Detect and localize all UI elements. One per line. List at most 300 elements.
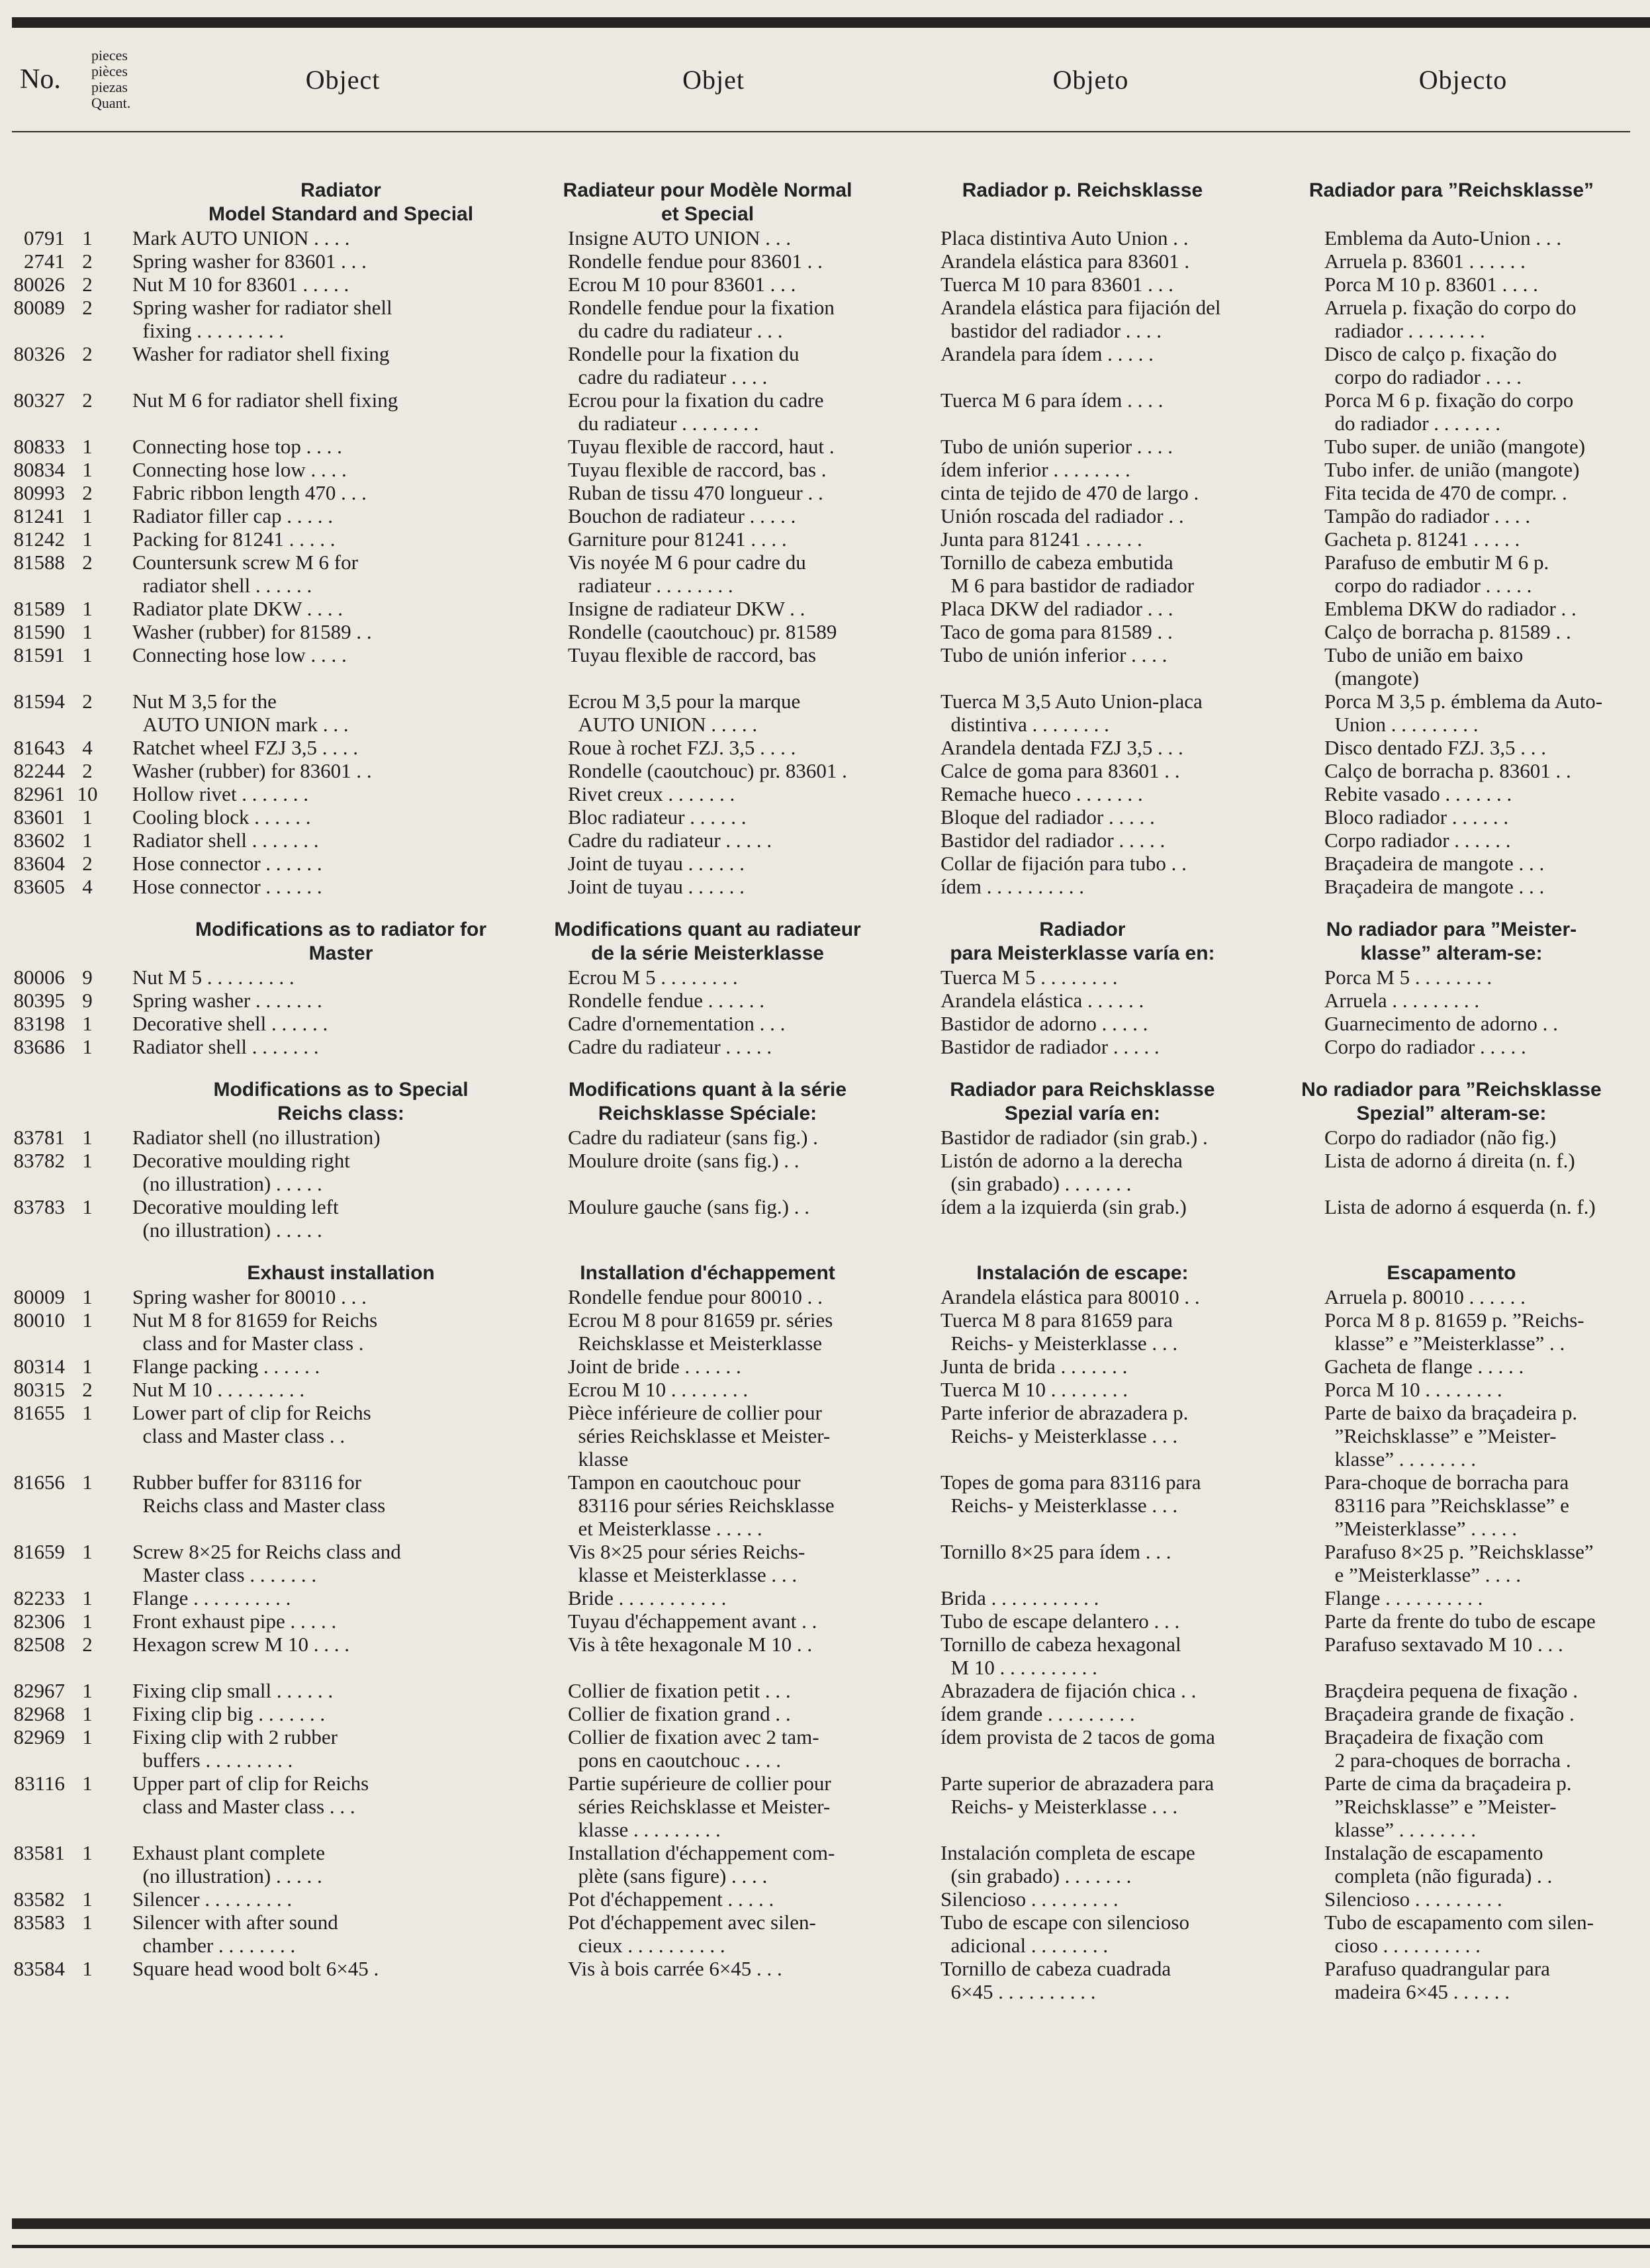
quantity: 2 (82, 1378, 93, 1401)
english-description: Hollow rivet . . . . . . . (132, 782, 309, 805)
portuguese-description: Calço de borracha p. 83601 . . (1324, 759, 1571, 782)
portuguese-description: Gacheta de flange . . . . . (1324, 1355, 1524, 1378)
portuguese-description: Lista de adorno á direita (n. f.) (1324, 1149, 1575, 1172)
spanish-description: Tuerca M 10 para 83601 . . . (940, 273, 1173, 296)
portuguese-description: Porca M 10 p. 83601 . . . . (1324, 273, 1538, 296)
quantity: 4 (82, 736, 93, 759)
portuguese-description: Parte da frente do tubo de escape (1324, 1610, 1596, 1633)
table-row (12, 1308, 1630, 1355)
spanish-description: Tuerca M 10 . . . . . . . . (940, 1378, 1128, 1401)
english-description: Radiator shell (no illustration) (132, 1126, 381, 1149)
spanish-description: Tuerca M 6 para ídem . . . . (940, 388, 1164, 412)
part-number: 80314 (13, 1355, 65, 1378)
portuguese-description: Flange . . . . . . . . . . (1324, 1586, 1483, 1610)
table-row (12, 1679, 1630, 1702)
french-description: Moulure gauche (sans fig.) . . (568, 1195, 810, 1218)
parts-section (12, 1078, 1630, 1242)
french-description: Collier de fixation petit . . . (568, 1679, 791, 1702)
quantity: 2 (82, 759, 93, 782)
quantity: 1 (82, 620, 93, 643)
french-description: Collier de fixation avec 2 tam- pons en caoutchouc . . . . (568, 1725, 819, 1772)
table-row (12, 1012, 1630, 1035)
table-row (12, 875, 1630, 898)
quantity: 1 (82, 1355, 93, 1378)
spanish-description: Tubo de escape con silencioso adicional . . . . . . . . (940, 1911, 1189, 1957)
spanish-description: ídem . . . . . . . . . . (940, 875, 1084, 898)
section-heading-spacer (12, 918, 159, 966)
portuguese-description: Disco dentado FZJ. 3,5 . . . (1324, 736, 1546, 759)
spanish-description: Bastidor del radiador . . . . . (940, 829, 1166, 852)
table-row (12, 1610, 1630, 1633)
part-number: 80315 (13, 1378, 65, 1401)
part-number: 83116 (14, 1772, 65, 1795)
spanish-description: Placa distintiva Auto Union . . (940, 226, 1189, 249)
table-row (12, 1772, 1630, 1841)
spanish-description: Tubo de unión superior . . . . (940, 435, 1173, 458)
french-description: Tuyau flexible de raccord, haut . (568, 435, 835, 458)
french-description: Vis à bois carrée 6×45 . . . (568, 1957, 782, 1980)
french-description: Cadre du radiateur . . . . . (568, 1035, 772, 1058)
quantity: 2 (82, 388, 93, 412)
spanish-description: Arandela dentada FZJ 3,5 . . . (940, 736, 1183, 759)
portuguese-description: Arruela p. fixação do corpo do radiador . . . . . . . . (1324, 296, 1577, 342)
portuguese-description: Tampão do radiador . . . . (1324, 504, 1531, 527)
spanish-description: Junta de brida . . . . . . . (940, 1355, 1128, 1378)
table-row (12, 527, 1630, 551)
english-description: Silencer . . . . . . . . . (132, 1887, 293, 1911)
part-number: 0791 (24, 226, 65, 249)
english-description: Hexagon screw M 10 . . . . (132, 1633, 350, 1656)
quantity: 1 (82, 1702, 93, 1725)
quantity: 1 (82, 829, 93, 852)
english-description: Spring washer . . . . . . . (132, 989, 322, 1012)
portuguese-description: Fita tecida de 470 de compr. . (1324, 481, 1567, 504)
quantity: 2 (82, 296, 93, 319)
english-description: Exhaust plant complete (no illustration) . . . . . (132, 1841, 325, 1887)
english-description: Washer (rubber) for 81589 . . (132, 620, 372, 643)
spanish-description: ídem a la izquierda (sin grab.) (940, 1195, 1187, 1218)
part-number: 80993 (13, 481, 65, 504)
part-number: 83602 (13, 829, 65, 852)
quantity: 10 (77, 782, 98, 805)
english-description: Nut M 10 for 83601 . . . . . (132, 273, 349, 296)
quantity: 1 (82, 1471, 93, 1494)
spanish-description: Parte superior de abrazadera para Reichs- y Meisterklasse . . . (940, 1772, 1215, 1818)
portuguese-description: Porca M 10 . . . . . . . . (1324, 1378, 1502, 1401)
table-row (12, 759, 1630, 782)
parts-section (12, 1261, 1630, 2003)
english-description: Mark AUTO UNION . . . . (132, 226, 350, 249)
english-description: Nut M 6 for radiator shell fixing (132, 388, 398, 412)
spanish-description: Abrazadera de fijación chica . . (940, 1679, 1197, 1702)
quantity: 2 (82, 852, 93, 875)
table-row (12, 1957, 1630, 2003)
portuguese-description: Parafuso sextavado M 10 . . . (1324, 1633, 1563, 1656)
header-qty-line: pieces (91, 47, 128, 64)
english-description: Front exhaust pipe . . . . . (132, 1610, 337, 1633)
quantity: 1 (82, 1911, 93, 1934)
french-description: Rondelle (caoutchouc) pr. 81589 (568, 620, 837, 643)
spanish-description: Parte inferior de abrazadera p. Reichs- y Meisterklasse . . . (940, 1401, 1189, 1447)
portuguese-description: Porca M 6 p. fixação do corpo do radiador . . . . . . . (1324, 388, 1574, 435)
spanish-description: cinta de tejido de 470 de largo . (940, 481, 1199, 504)
spanish-description: Brida . . . . . . . . . . . (940, 1586, 1099, 1610)
spanish-description: Arandela elástica . . . . . . (940, 989, 1144, 1012)
section-heading-row (12, 1261, 1630, 1285)
french-description: Ecrou M 8 pour 81659 pr. séries Reichsklasse et Meisterklasse (568, 1308, 833, 1355)
quantity: 1 (82, 458, 93, 481)
spanish-description: Arandela elástica para fijación del bastidor del radiador . . . . (940, 296, 1221, 342)
part-number: 80834 (13, 458, 65, 481)
english-description: Silencer with after sound chamber . . . . . . . . (132, 1911, 338, 1957)
english-description: Nut M 10 . . . . . . . . . (132, 1378, 305, 1401)
french-description: Tuyau flexible de raccord, bas . (568, 458, 827, 481)
english-description: Cooling block . . . . . . (132, 805, 311, 829)
table-row (12, 1195, 1630, 1242)
english-description: Connecting hose low . . . . (132, 458, 347, 481)
quantity: 1 (82, 1586, 93, 1610)
quantity: 1 (82, 1725, 93, 1748)
french-description: Tuyau d'échappement avant . . (568, 1610, 817, 1633)
french-description: Ecrou M 3,5 pour la marque AUTO UNION . . . . . (568, 690, 801, 736)
part-number: 83604 (13, 852, 65, 875)
table-row (12, 782, 1630, 805)
section-title: Modifications as to Special Reichs class: (213, 1079, 469, 1124)
english-description: Fixing clip big . . . . . . . (132, 1702, 326, 1725)
quantity: 2 (82, 690, 93, 713)
spanish-description: Tuerca M 3,5 Auto Union-placa distintiva . . . . . . . . (940, 690, 1203, 736)
quantity: 1 (82, 1679, 93, 1702)
quantity: 1 (82, 504, 93, 527)
top-rule (12, 17, 1650, 28)
french-description: Rondelle fendue pour 83601 . . (568, 249, 823, 273)
part-number: 81241 (13, 504, 65, 527)
portuguese-description: Braçadeira de mangote . . . (1324, 875, 1545, 898)
portuguese-description: Para-choque de borracha para 83116 para ”Reichsklasse” e ”Meisterklasse” . . . . . (1324, 1471, 1569, 1540)
part-number: 83584 (13, 1957, 65, 1980)
english-description: Decorative moulding left (no illustration) . . . . . (132, 1195, 339, 1242)
quantity: 1 (82, 1887, 93, 1911)
table-row (12, 989, 1630, 1012)
french-description: Installation d'échappement com- plète (sans figure) . . . . (568, 1841, 835, 1887)
section-heading-row (12, 1078, 1630, 1126)
part-number: 83781 (13, 1126, 65, 1149)
section-title: Instalación de escape: (976, 1262, 1189, 1284)
english-description: Fixing clip small . . . . . . (132, 1679, 334, 1702)
part-number: 83605 (13, 875, 65, 898)
quantity: 2 (82, 551, 93, 574)
french-description: Ecrou M 10 pour 83601 . . . (568, 273, 796, 296)
table-row (12, 458, 1630, 481)
spanish-description: Bastidor de radiador (sin grab.) . (940, 1126, 1208, 1149)
english-description: Nut M 3,5 for the AUTO UNION mark . . . (132, 690, 349, 736)
spanish-description: Topes de goma para 83116 para Reichs- y Meisterklasse . . . (940, 1471, 1201, 1517)
table-row (12, 226, 1630, 249)
part-number: 83601 (13, 805, 65, 829)
quantity: 1 (82, 1195, 93, 1218)
section-heading-spacer (12, 1078, 159, 1126)
english-description: Radiator shell . . . . . . . (132, 829, 319, 852)
table-row (12, 1841, 1630, 1887)
table-row (12, 620, 1630, 643)
quantity: 1 (82, 1035, 93, 1058)
quantity: 2 (82, 1633, 93, 1656)
part-number: 83198 (13, 1012, 65, 1035)
section-heading-spacer (12, 1261, 159, 1285)
quantity: 1 (82, 1012, 93, 1035)
part-number: 82968 (13, 1702, 65, 1725)
english-description: Ratchet wheel FZJ 3,5 . . . . (132, 736, 358, 759)
section-title: No radiador para ”Meister- klasse” alteram-se: (1326, 919, 1577, 964)
spanish-description: Calce de goma para 83601 . . (940, 759, 1180, 782)
portuguese-description: Parafuso 8×25 p. ”Reichsklasse” e ”Meisterklasse” . . . . (1324, 1540, 1594, 1586)
english-description: Hose connector . . . . . . (132, 875, 322, 898)
table-row (12, 1702, 1630, 1725)
section-heading-spacer (12, 179, 159, 226)
table-row (12, 296, 1630, 342)
section-title: Modifications quant à la série Reichsklasse Spéciale: (568, 1079, 847, 1124)
part-number: 81242 (13, 527, 65, 551)
french-description: Ecrou pour la fixation du cadre du radiateur . . . . . . . . (568, 388, 824, 435)
french-description: Moulure droite (sans fig.) . . (568, 1149, 800, 1172)
spanish-description: Arandela para ídem . . . . . (940, 342, 1154, 365)
english-description: Washer (rubber) for 83601 . . (132, 759, 372, 782)
english-description: Flange . . . . . . . . . . (132, 1586, 291, 1610)
table-row (12, 388, 1630, 435)
english-description: Square head wood bolt 6×45 . (132, 1957, 379, 1980)
quantity: 1 (82, 1308, 93, 1332)
portuguese-description: Arruela p. 80010 . . . . . . (1324, 1285, 1526, 1308)
english-description: Flange packing . . . . . . (132, 1355, 320, 1378)
french-description: Cadre d'ornementation . . . (568, 1012, 786, 1035)
french-description: Tampon en caoutchouc pour 83116 pour séries Reichsklasse et Meisterklasse . . . . . (568, 1471, 835, 1540)
spanish-description: Bloque del radiador . . . . . (940, 805, 1155, 829)
quantity: 2 (82, 342, 93, 365)
portuguese-description: Parafuso de embutir M 6 p. corpo do radiador . . . . . (1324, 551, 1549, 597)
portuguese-description: Tubo de escapamento com silen- cioso . . . . . . . . . . (1324, 1911, 1594, 1957)
french-description: Partie supérieure de collier pour séries Reichsklasse et Meister- klasse . . . . . . . . . (568, 1772, 831, 1841)
quantity: 1 (82, 805, 93, 829)
portuguese-description: Bloco radiador . . . . . . (1324, 805, 1509, 829)
french-description: Bloc radiateur . . . . . . (568, 805, 747, 829)
header-english: Object (305, 64, 381, 95)
table-row (12, 736, 1630, 759)
portuguese-description: Arruela . . . . . . . . . (1324, 989, 1480, 1012)
table-row (12, 1401, 1630, 1471)
portuguese-description: Instalação de escapamento completa (não figurada) . . (1324, 1841, 1553, 1887)
spanish-description: Tuerca M 8 para 81659 para Reichs- y Meisterklasse . . . (940, 1308, 1178, 1355)
portuguese-description: Tubo super. de união (mangote) (1324, 435, 1586, 458)
spanish-description: Tornillo de cabeza embutida M 6 para bastidor de radiador (940, 551, 1195, 597)
part-number: 82967 (13, 1679, 65, 1702)
quantity: 9 (82, 989, 93, 1012)
portuguese-description: Porca M 8 p. 81659 p. ”Reichs- klasse” e ”Meisterklasse” . . (1324, 1308, 1584, 1355)
english-description: Connecting hose low . . . . (132, 643, 347, 666)
header-no: No. (20, 64, 61, 95)
part-number: 81590 (13, 620, 65, 643)
table-row (12, 690, 1630, 736)
part-number: 82233 (13, 1586, 65, 1610)
french-description: Insigne AUTO UNION . . . (568, 226, 791, 249)
portuguese-description: Porca M 3,5 p. émblema da Auto- Union . . . . . . . . . (1324, 690, 1603, 736)
spanish-description: Collar de fijación para tubo . . (940, 852, 1187, 875)
table-row (12, 1126, 1630, 1149)
french-description: Vis noyée M 6 pour cadre du radiateur . . . . . . . . (568, 551, 806, 597)
table-row (12, 805, 1630, 829)
part-number: 80327 (13, 388, 65, 412)
portuguese-description: Tubo infer. de união (mangote) (1324, 458, 1580, 481)
spanish-description: Tornillo de cabeza hexagonal M 10 . . . . . . . . . . (940, 1633, 1181, 1679)
portuguese-description: Rebite vasado . . . . . . . (1324, 782, 1512, 805)
spanish-description: ídem provista de 2 tacos de goma (940, 1725, 1215, 1748)
table-row (12, 504, 1630, 527)
table-row (12, 1285, 1630, 1308)
table-row (12, 1471, 1630, 1540)
quantity: 1 (82, 1957, 93, 1980)
part-number: 81659 (13, 1540, 65, 1563)
quantity: 1 (82, 643, 93, 666)
portuguese-description: Silencioso . . . . . . . . . (1324, 1887, 1502, 1911)
table-row (12, 1149, 1630, 1195)
header-quantity (91, 28, 164, 131)
section-title: Exhaust installation (247, 1262, 435, 1284)
section-title: Modifications quant au radiateur de la série Meisterklasse (554, 919, 861, 964)
quantity: 1 (82, 1401, 93, 1424)
part-number: 83782 (13, 1149, 65, 1172)
french-description: Rondelle fendue pour la fixation du cadre du radiateur . . . (568, 296, 835, 342)
spanish-description: Tubo de unión inferior . . . . (940, 643, 1168, 666)
quantity: 1 (82, 1841, 93, 1864)
portuguese-description: Disco de calço p. fixação do corpo do radiador . . . . (1324, 342, 1557, 388)
part-number: 81655 (13, 1401, 65, 1424)
english-description: Upper part of clip for Reichs class and Master class . . . (132, 1772, 369, 1818)
table-row (12, 273, 1630, 296)
part-number: 82244 (13, 759, 65, 782)
english-description: Decorative shell . . . . . . (132, 1012, 328, 1035)
table-row (12, 597, 1630, 620)
part-number: 80010 (13, 1308, 65, 1332)
portuguese-description: Braçadeira de fixação com 2 para-choques de borracha . (1324, 1725, 1571, 1772)
french-description: Vis à tête hexagonale M 10 . . (568, 1633, 813, 1656)
section-heading-row (12, 179, 1630, 226)
part-number: 83783 (13, 1195, 65, 1218)
part-number: 80009 (13, 1285, 65, 1308)
french-description: Ruban de tissu 470 longueur . . (568, 481, 823, 504)
table-row (12, 481, 1630, 504)
french-description: Rondelle fendue pour 80010 . . (568, 1285, 823, 1308)
french-description: Pot d'échappement . . . . . (568, 1887, 774, 1911)
french-description: Rondelle pour la fixation du cadre du radiateur . . . . (568, 342, 800, 388)
french-description: Joint de bride . . . . . . (568, 1355, 741, 1378)
english-description: Countersunk screw M 6 for radiator shell . . . . . . (132, 551, 358, 597)
bottom-rule-thin (12, 2245, 1650, 2248)
quantity: 4 (82, 875, 93, 898)
section-title: Radiador para ”Reichsklasse” (1308, 179, 1594, 201)
part-number: 83686 (13, 1035, 65, 1058)
header-portuguese: Objecto (1418, 64, 1508, 95)
spanish-description: ídem grande . . . . . . . . . (940, 1702, 1135, 1725)
parts-section (12, 179, 1630, 898)
quantity: 1 (82, 527, 93, 551)
part-number: 82961 (13, 782, 65, 805)
portuguese-description: Emblema DKW do radiador . . (1324, 597, 1577, 620)
french-description: Cadre du radiateur (sans fig.) . (568, 1126, 818, 1149)
english-description: Nut M 8 for 81659 for Reichs class and for Master class . (132, 1308, 378, 1355)
spanish-description: Instalación completa de escape (sin grabado) . . . . . . . (940, 1841, 1195, 1887)
part-number: 82508 (13, 1633, 65, 1656)
quantity: 1 (82, 1610, 93, 1633)
part-number: 80395 (13, 989, 65, 1012)
portuguese-description: Lista de adorno á esquerda (n. f.) (1324, 1195, 1596, 1218)
part-number: 81591 (13, 643, 65, 666)
spanish-description: Tubo de escape delantero . . . (940, 1610, 1180, 1633)
spanish-description: Taco de goma para 81589 . . (940, 620, 1173, 643)
english-description: Fixing clip with 2 rubber buffers . . . . . . . . . (132, 1725, 338, 1772)
french-description: Collier de fixation grand . . (568, 1702, 791, 1725)
section-title: Escapamento (1387, 1262, 1516, 1284)
quantity: 1 (82, 1285, 93, 1308)
portuguese-description: Corpo radiador . . . . . . (1324, 829, 1511, 852)
quantity: 2 (82, 481, 93, 504)
quantity: 2 (82, 249, 93, 273)
portuguese-description: Emblema da Auto-Union . . . (1324, 226, 1562, 249)
english-description: Washer for radiator shell fixing (132, 342, 390, 365)
french-description: Pot d'échappement avec silen- cieux . . . . . . . . . . (568, 1911, 816, 1957)
english-description: Spring washer for 83601 . . . (132, 249, 367, 273)
table-row (12, 829, 1630, 852)
english-description: Connecting hose top . . . . (132, 435, 342, 458)
french-description: Rondelle fendue . . . . . . (568, 989, 765, 1012)
spanish-description: Tornillo de cabeza cuadrada 6×45 . . . . . . . . . . (940, 1957, 1171, 2003)
portuguese-description: Braçadeira grande de fixação . (1324, 1702, 1575, 1725)
table-row (12, 435, 1630, 458)
portuguese-description: Corpo do radiador (não fig.) (1324, 1126, 1557, 1149)
parts-section (12, 918, 1630, 1058)
table-row (12, 1586, 1630, 1610)
header-qty-line: piezas (91, 79, 128, 95)
french-description: Roue à rochet FZJ. 3,5 . . . . (568, 736, 796, 759)
part-number: 83583 (13, 1911, 65, 1934)
header-qty-line: pièces (91, 63, 128, 79)
french-description: Tuyau flexible de raccord, bas (568, 643, 817, 666)
spanish-description: Listón de adorno a la derecha (sin grabado) . . . . . . . (940, 1149, 1183, 1195)
table-row (12, 1911, 1630, 1957)
spanish-description: Placa DKW del radiador . . . (940, 597, 1173, 620)
quantity: 1 (82, 226, 93, 249)
spanish-description: Remache hueco . . . . . . . (940, 782, 1143, 805)
part-number: 80006 (13, 966, 65, 989)
part-number: 80833 (13, 435, 65, 458)
spanish-description: Bastidor de radiador . . . . . (940, 1035, 1160, 1058)
english-description: Fabric ribbon length 470 . . . (132, 481, 367, 504)
quantity: 1 (82, 1772, 93, 1795)
english-description: Screw 8×25 for Reichs class and Master class . . . . . . . (132, 1540, 401, 1586)
section-title: Modifications as to radiator for Master (195, 919, 487, 964)
spanish-description: ídem inferior . . . . . . . . (940, 458, 1130, 481)
bottom-rule (12, 2218, 1650, 2229)
portuguese-description: Porca M 5 . . . . . . . . (1324, 966, 1492, 989)
table-row (12, 643, 1630, 690)
section-title: Radiador para Reichsklasse Spezial varía en: (950, 1079, 1215, 1124)
english-description: Rubber buffer for 83116 for Reichs class and Master class (132, 1471, 386, 1517)
spanish-description: Tornillo 8×25 para ídem . . . (940, 1540, 1171, 1563)
english-description: Spring washer for 80010 . . . (132, 1285, 367, 1308)
spanish-description: Arandela elástica para 80010 . . (940, 1285, 1200, 1308)
portuguese-description: Parafuso quadrangular para madeira 6×45 . . . . . . (1324, 1957, 1550, 2003)
french-description: Ecrou M 10 . . . . . . . . (568, 1378, 749, 1401)
table-row (12, 852, 1630, 875)
table-row (12, 1378, 1630, 1401)
